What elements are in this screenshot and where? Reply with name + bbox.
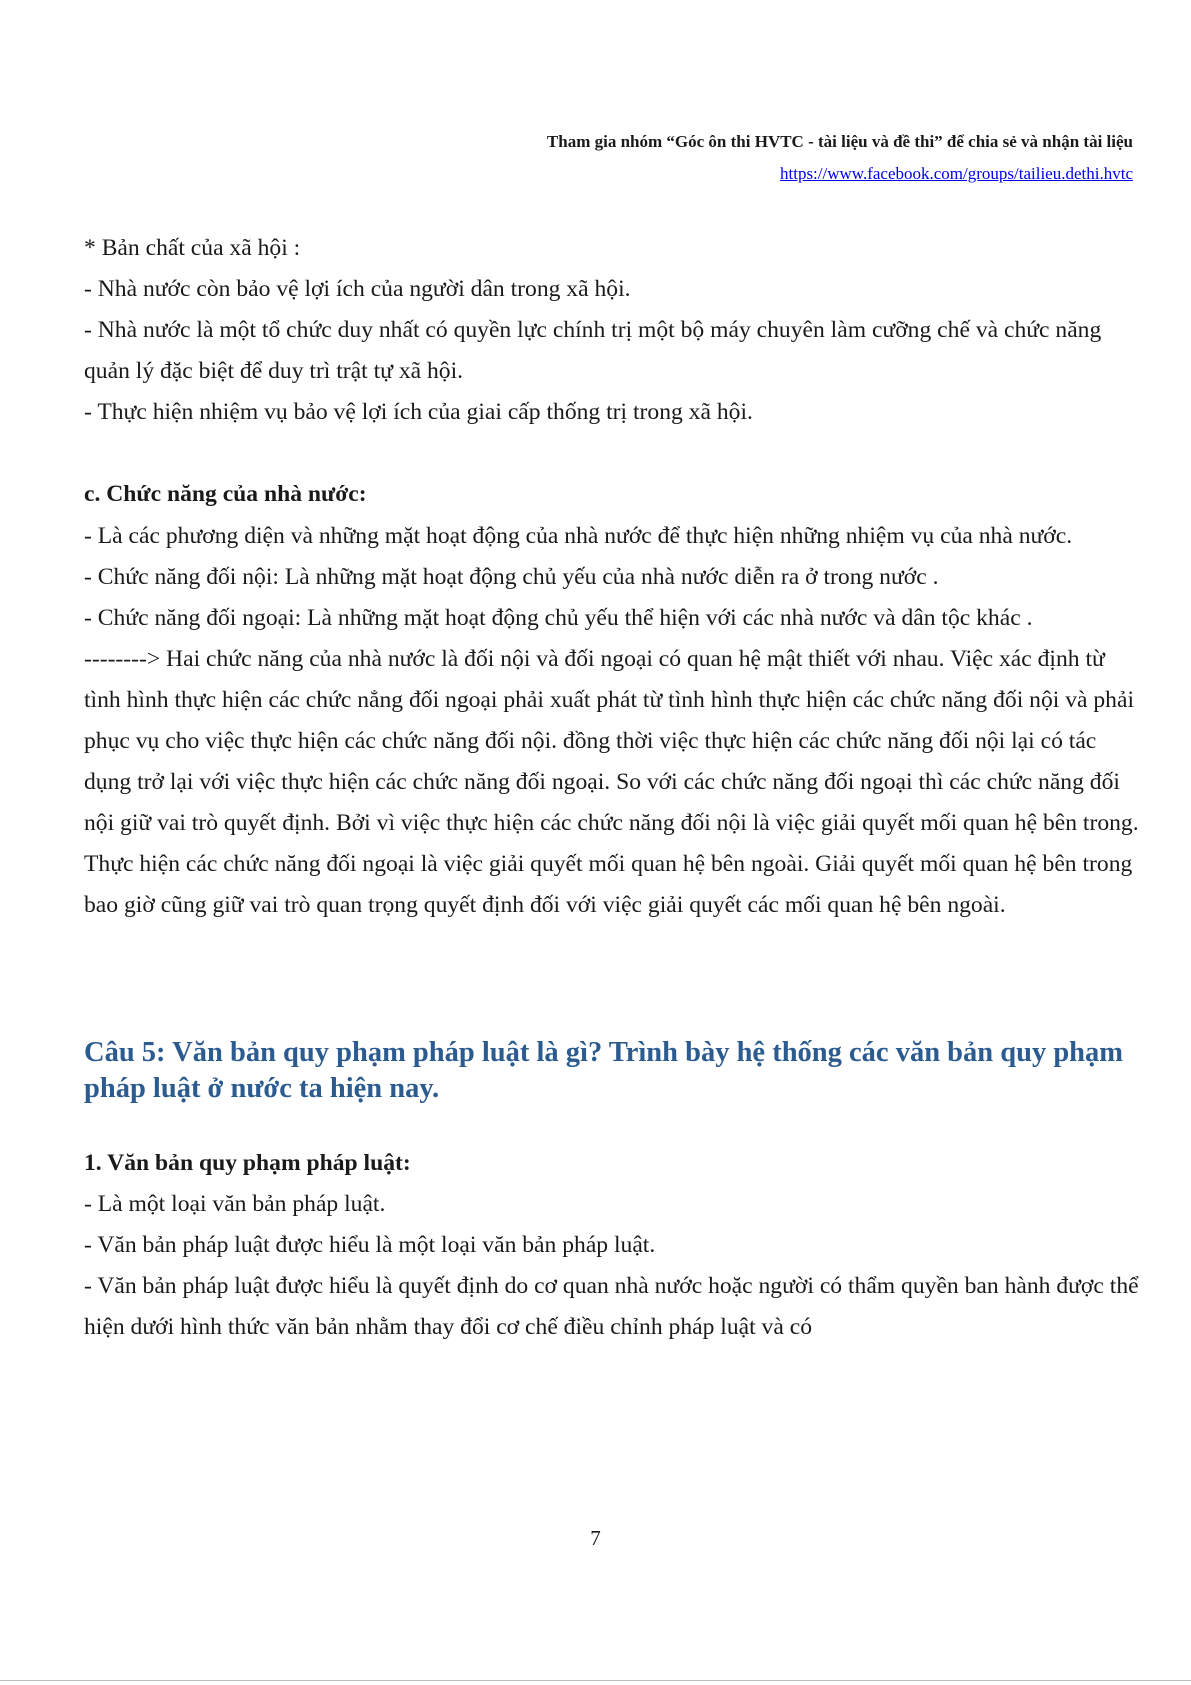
legal-documents-line: - Là một loại văn bản pháp luật. [84, 1190, 386, 1217]
document-body [84, 228, 1144, 1348]
legal-documents-line: - Văn bản pháp luật được hiểu là một loại văn bản pháp luật. [84, 1231, 656, 1258]
state-functions-line: - Chức năng đối ngoại: Là những mặt hoạt động chủ yếu thể hiện với các nhà nước và dân tộc khác . [84, 604, 1033, 631]
paragraph-spacer [84, 927, 1144, 1009]
facebook-group-link[interactable]: https://www.facebook.com/groups/tailieu.dethi.hvtc [780, 164, 1133, 183]
header-title: Tham gia nhóm “Góc ôn thi HVTC - tài liệu và đề thi” để chia sẻ và nhận tài liệu [546, 132, 1133, 151]
question-5-title: Câu 5: Văn bản quy phạm pháp luật là gì? Trình bày hệ thống các văn bản quy phạm pháp luật ở nước ta hiện nay. [84, 1036, 1124, 1104]
state-functions-heading: c. Chức năng của nhà nước: [84, 481, 367, 508]
state-functions-line: - Là các phương diện và những mặt hoạt động của nhà nước để thực hiện những nhiệm vụ của nhà nước. [84, 522, 1073, 549]
page-bottom-divider [0, 1680, 1191, 1681]
state-functions-conclusion: --------> Hai chức năng của nhà nước là đối nội và đối ngoại có quan hệ mật thiết với nhau. Việc xác định từ tình hình thực hiện các chức nẳng đối ngoại phải xuất phát từ tình hình thực hiện các chức năng đối nội và phải phục vụ cho việc thực hiện các chức năng đối nội. đồng thời việc thực hiện các chức năng đối nội lại có tác dụng trở lại với việc thực hiện các chức năng đối ngoại. So với các chức năng đối ngoại thì các chức năng đối nội giữ vai trò quyết định. Bởi vì việc thực hiện các chức năng đối nội là việc giải quyết mối quan hệ bên trong. Thực hiện các chức năng đối ngoại là việc giải quyết mối quan hệ bên ngoài. Giải quyết mối quan hệ bên trong bao giờ cũng giữ vai trò quan trọng quyết định đối với việc giải quyết các mối quan hệ bên ngoài. [84, 645, 1139, 919]
page-number: 7 [590, 1526, 601, 1550]
page-header [547, 130, 1133, 185]
social-nature-line: - Thực hiện nhiệm vụ bảo vệ lợi ích của giai cấp thống trị trong xã hội. [84, 399, 753, 426]
social-nature-line: - Nhà nước còn bảo vệ lợi ích của người dân trong xã hội. [84, 276, 631, 303]
social-nature-heading: * Bản chất của xã hội : [84, 235, 301, 261]
paragraph-spacer [84, 1107, 1144, 1143]
social-nature-line: - Nhà nước là một tổ chức duy nhất có quyền lực chính trị một bộ máy chuyên làm cưỡng chế và chức năng quản lý đặc biệt để duy trì trật tự xã hội. [84, 317, 1102, 385]
legal-documents-line: - Văn bản pháp luật được hiểu là quyết định do cơ quan nhà nước hoặc người có thẩm quyền ban hành được thể hiện dưới hình thức văn bản nhằm thay đổi cơ chế điều chỉnh pháp luật và có [84, 1272, 1139, 1340]
paragraph-spacer [84, 433, 1144, 474]
state-functions-line: - Chức năng đối nội: Là những mặt hoạt động chủ yếu của nhà nước diễn ra ở trong nước . [84, 563, 939, 590]
legal-documents-heading: 1. Văn bản quy phạm pháp luật: [84, 1149, 411, 1176]
